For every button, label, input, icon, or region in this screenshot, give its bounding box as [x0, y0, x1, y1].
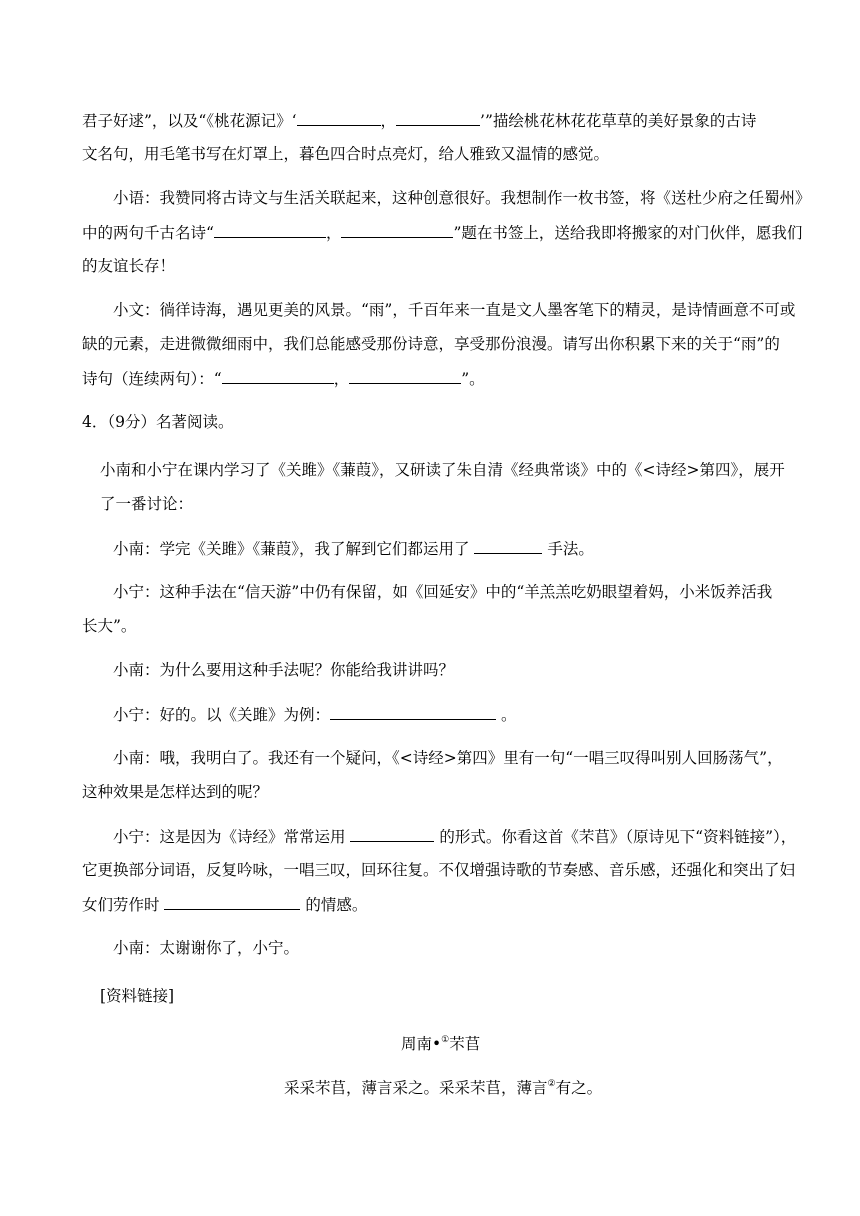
poem-title: 周南•①芣苢: [401, 1035, 481, 1053]
q4-dialog-5-line1: 小南：哦，我明白了。我还有一个疑问，《<诗经>第四》里有一句“一唱三叹得叫别人回肠荡气”，: [113, 749, 783, 767]
answer-blank[interactable]: [330, 704, 496, 720]
q4-dialog-5-line2: 这种效果是怎样达到的呢？: [82, 783, 269, 801]
p3-line3: 诗句（连续两句）：“ ， ”。: [82, 370, 485, 388]
answer-blank[interactable]: [297, 110, 381, 126]
p2-line3: 的友谊长存！: [82, 257, 176, 275]
p1-line1: 君子好逑”，以及“《桃花源记》‘ ， ’”描绘桃花林花花草草的美好景象的古诗: [82, 112, 757, 130]
q4-dialog-7: 小南：太谢谢你了，小宁。: [113, 939, 300, 957]
q4-dialog-4: 小宁：好的。以《关雎》为例： 。: [113, 706, 517, 724]
poem-line-1: 采采芣苢，薄言采之。采采芣苢，薄言②有之。: [284, 1079, 603, 1097]
q4-dialog-2-line2: 长大”。: [82, 617, 137, 635]
resource-link-label: [资料链接]: [100, 987, 175, 1005]
q4-dialog-6-line3: 女们劳作时 的情感。: [82, 896, 368, 914]
footnote-marker: ①: [441, 1035, 450, 1045]
answer-blank[interactable]: [164, 894, 300, 910]
q4-dialog-1: 小南：学完《关雎》《蒹葭》，我了解到它们都运用了 手法。: [113, 540, 594, 558]
footnote-marker: ②: [547, 1079, 556, 1089]
answer-blank[interactable]: [341, 222, 453, 238]
answer-blank[interactable]: [222, 368, 334, 384]
p3-line1: 小文：徜徉诗海，遇见更美的风景。“雨”，千百年来一直是文人墨客笔下的精灵，是诗情画意不可或: [113, 301, 796, 319]
answer-blank[interactable]: [350, 826, 434, 842]
answer-blank[interactable]: [214, 222, 326, 238]
p2-line2: 中的两句千古名诗“ ， ”题在书签上，送给我即将搬家的对门伙伴，愿我们: [82, 224, 803, 242]
p1-line2: 文名句，用毛笔书写在灯罩上，暮色四合时点亮灯，给人雅致又温情的感觉。: [82, 145, 610, 163]
q4-intro-line2: 了一番讨论：: [100, 495, 194, 513]
answer-blank[interactable]: [349, 368, 461, 384]
q4-dialog-6-line2: 它更换部分词语，反复吟咏，一唱三叹，回环往复。不仅增强诗歌的节奏感、音乐感，还强化和突出了妇: [82, 861, 796, 879]
q4-intro-line1: 小南和小宁在课内学习了《关雎》《蒹葭》，又研读了朱自清《经典常谈》中的《<诗经>第四》，展开: [100, 461, 785, 479]
p3-line2: 缺的元素，走进微微细雨中，我们总能感受那份诗意，享受那份浪漫。请写出你积累下来的关于“雨”的: [82, 335, 780, 353]
question-4-heading: 4．（9分）名著阅读。: [82, 413, 234, 431]
answer-blank[interactable]: [474, 538, 542, 554]
q4-dialog-2-line1: 小宁：这种手法在“信天游”中仍有保留，如《回延安》中的“羊羔羔吃奶眼望着妈，小米饭养活我: [113, 583, 773, 601]
p2-line1: 小语：我赞同将古诗文与生活关联起来，这种创意很好。我想制作一枚书签，将《送杜少府之任蜀州》: [113, 189, 811, 207]
q4-dialog-6-line1: 小宁：这是因为《诗经》常常运用 的形式。你看这首《芣苢》（原诗见下“资料链接”），: [113, 828, 797, 846]
answer-blank[interactable]: [396, 110, 480, 126]
q4-dialog-3: 小南：为什么要用这种手法呢？你能给我讲讲吗？: [113, 661, 455, 679]
